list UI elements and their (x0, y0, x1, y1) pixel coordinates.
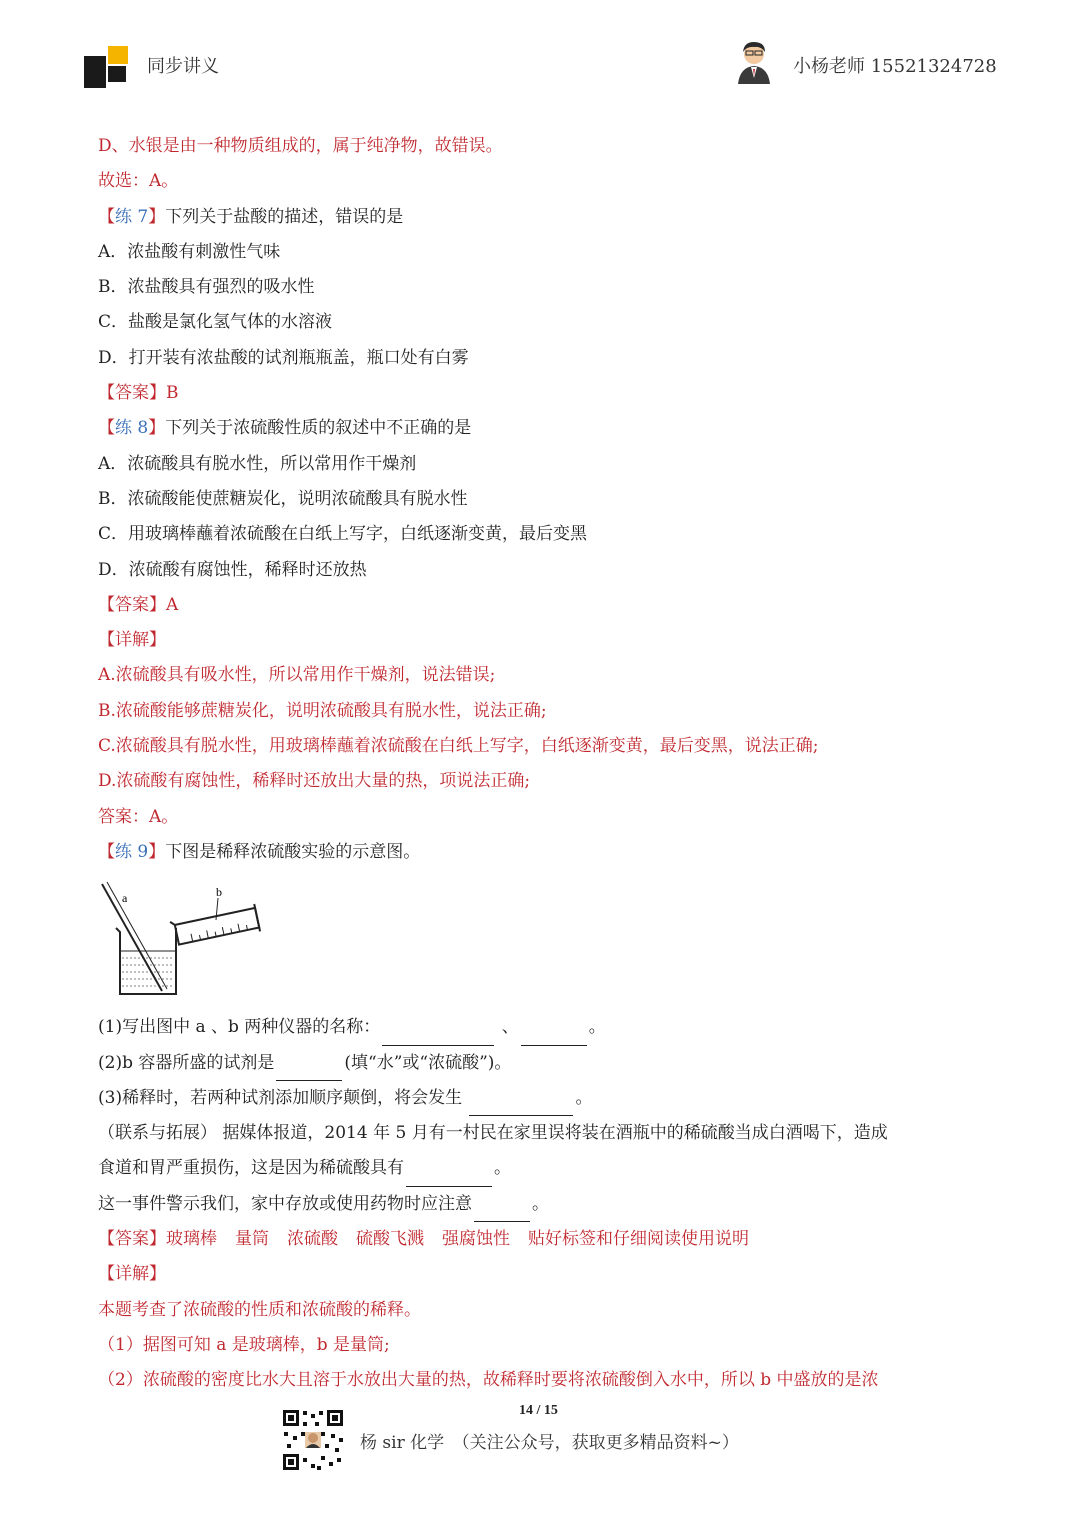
logo-icon (80, 42, 136, 90)
option: D．打开装有浓盐酸的试剂瓶瓶盖，瓶口处有白雾 (98, 347, 469, 368)
sub-question-2: (2)b 容器所盛的试剂是 (填“水”或“浓硫酸”)。 (98, 1046, 978, 1081)
teacher-avatar-icon (734, 40, 774, 84)
answer-blank[interactable] (406, 1164, 492, 1187)
answer-blank[interactable] (474, 1199, 530, 1222)
extension-line: 这一事件警示我们，家中存放或使用药物时应注意 。 (98, 1187, 978, 1222)
brand-name: 同步讲义 (147, 56, 219, 77)
dilution-diagram (98, 876, 978, 1006)
page-number: 14 / 15 (519, 1403, 558, 1418)
option: D．浓硫酸有腐蚀性，稀释时还放热 (98, 559, 367, 580)
option: A．浓盐酸有刺激性气味 (98, 241, 281, 262)
answer-line: 【答案】A (98, 594, 179, 615)
explain-line: D.浓硫酸有腐蚀性，稀释时还放出大量的热，项说法正确; (98, 771, 531, 792)
sub-question-1: (1)写出图中 a 、b 两种仪器的名称： 、 。 (98, 1010, 978, 1045)
extension-line: （联系与拓展） 据媒体报道，2014 年 5 月有一村民在家里误将装在酒瓶中的稀硫酸当成白酒喝下，造成 (98, 1123, 888, 1144)
option: B．浓盐酸具有强烈的吸水性 (98, 277, 315, 298)
explain-line: （2）浓硫酸的密度比水大且溶于水放出大量的热，故稀释时要将浓硫酸倒入水中，所以 b 中盛放的是浓 (98, 1370, 879, 1391)
footer-text: 杨 sir 化学 （关注公众号，获取更多精品资料~） (360, 1433, 739, 1453)
question-tag: 练 8 (115, 418, 149, 439)
qr-code-icon (281, 1408, 345, 1472)
answer-blank[interactable] (469, 1093, 573, 1116)
explain-line: C.浓硫酸具有脱水性，用玻璃棒蘸着浓硫酸在白纸上写字，白纸逐渐变黄，最后变黑，说法正确; (98, 736, 819, 757)
extension-line: 食道和胃严重损伤，这是因为稀硫酸具有 。 (98, 1151, 978, 1186)
question-8-stem: 【练 8】下列关于浓硫酸性质的叙述中不正确的是 (98, 418, 472, 439)
page-footer (0, 1400, 1080, 1526)
sub-question-3: (3)稀释时，若两种试剂添加顺序颠倒，将会发生 。 (98, 1081, 978, 1116)
text-line: D、水银是由一种物质组成的，属于纯净物，故错误。 (98, 136, 503, 156)
explain-line: B.浓硫酸能够蔗糖炭化，说明浓硫酸具有脱水性，说法正确; (98, 700, 547, 721)
option: A．浓硫酸具有脱水性，所以常用作干燥剂 (98, 453, 417, 474)
answer-blank[interactable] (276, 1058, 342, 1081)
beaker-cylinder-diagram (98, 876, 278, 1006)
explain-heading: 【详解】 (98, 630, 166, 651)
page-content (98, 129, 978, 1399)
text-line: 故选：A。 (98, 171, 179, 192)
explain-line: 本题考查了浓硫酸的性质和浓硫酸的稀释。 (98, 1299, 421, 1320)
question-7-stem: 【练 7】下列关于盐酸的描述，错误的是 (98, 206, 404, 227)
option: C．用玻璃棒蘸着浓硫酸在白纸上写字，白纸逐渐变黄，最后变黑 (98, 524, 588, 545)
explain-line: 答案：A。 (98, 806, 179, 827)
explain-line: A.浓硫酸具有吸水性，所以常用作干燥剂，说法错误; (98, 665, 496, 686)
question-9-stem: 【练 9】下图是稀释浓硫酸实验的示意图。 (98, 841, 421, 862)
answer-blank[interactable] (382, 1023, 494, 1046)
explain-heading: 【详解】 (98, 1264, 166, 1285)
svg-text:b: b (216, 885, 222, 900)
question-tag: 练 9 (115, 841, 149, 862)
question-tag: 练 7 (115, 206, 149, 227)
answer-blank[interactable] (521, 1023, 587, 1046)
teacher-contact: 小杨老师 15521324728 (793, 56, 997, 77)
option: B．浓硫酸能使蔗糖炭化，说明浓硫酸具有脱水性 (98, 488, 468, 509)
answer-line: 【答案】B (98, 383, 179, 404)
page-header (0, 0, 1080, 110)
svg-text:a: a (122, 891, 128, 906)
answer-line: 【答案】玻璃棒 量筒 浓硫酸 硫酸飞溅 强腐蚀性 贴好标签和仔细阅读使用说明 (98, 1229, 749, 1250)
explain-line: （1）据图可知 a 是玻璃棒，b 是量筒; (98, 1334, 390, 1355)
option: C．盐酸是氯化氢气体的水溶液 (98, 312, 333, 333)
